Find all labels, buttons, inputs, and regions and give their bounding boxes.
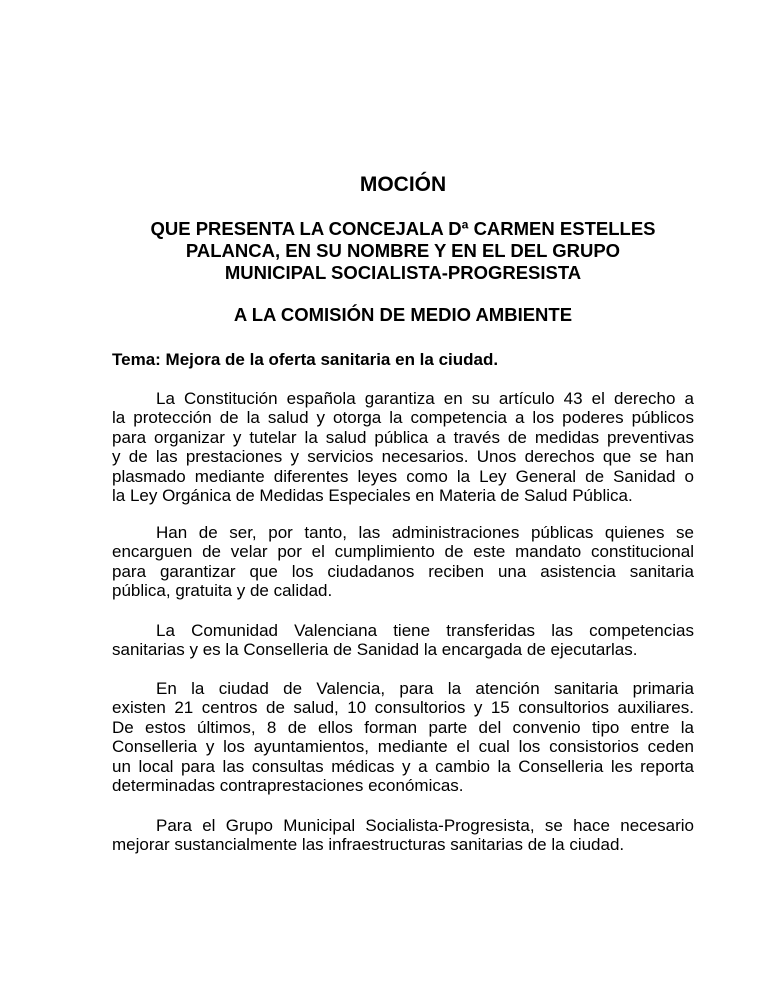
paragraph-line: Para el Grupo Municipal Socialista-Progresista, se hace necesario [156, 816, 694, 835]
paragraph-line: la Ley Orgánica de Medidas Especiales en Materia de Salud Pública. [112, 485, 633, 505]
paragraph-4 [112, 679, 694, 795]
paragraph-line: encarguen de velar por el cumplimiento de este mandato constitucional [112, 542, 694, 562]
paragraph-line: determinadas contraprestaciones económicas. [112, 775, 464, 795]
document-subtitle [112, 218, 694, 284]
paragraph-2 [112, 523, 694, 601]
paragraph-line: para organizar y tutelar la salud pública a través de medidas preventivas [112, 427, 694, 447]
paragraph-line: la protección de la salud y otorga la competencia a los poderes públicos [112, 408, 694, 428]
paragraph-3 [112, 621, 694, 660]
topic-line: Tema: Mejora de la oferta sanitaria en la ciudad. [112, 350, 499, 369]
paragraph-line: Han de ser, por tanto, las administraciones públicas quienes se [156, 523, 694, 542]
paragraph-line: Conselleria y los ayuntamientos, mediante el cual los consistorios ceden [112, 737, 694, 757]
paragraph-1 [112, 389, 694, 505]
paragraph-line: mejorar sustancialmente las infraestructuras sanitarias de la ciudad. [112, 835, 625, 855]
paragraph-line: En la ciudad de Valencia, para la atención sanitaria primaria [156, 679, 694, 698]
subtitle-line: PALANCA, EN SU NOMBRE Y EN EL DEL GRUPO [185, 240, 621, 261]
paragraph-5 [112, 816, 694, 855]
paragraph-line: De estos últimos, 8 de ellos forman parte del convenio tipo entre la [112, 717, 694, 737]
paragraph-line: sanitarias y es la Conselleria de Sanidad la encargada de ejecutarlas. [112, 640, 638, 660]
document-title: MOCIÓN [359, 173, 447, 196]
paragraph-line: existen 21 centros de salud, 10 consultorios y 15 consultorios auxiliares. [112, 698, 694, 718]
paragraph-line: pública, gratuita y de calidad. [112, 581, 333, 601]
paragraph-line: plasmado mediante diferentes leyes como la Ley General de Sanidad o [112, 466, 694, 486]
commission-heading: A LA COMISIÓN DE MEDIO AMBIENTE [233, 304, 573, 325]
paragraph-line: y de las prestaciones y servicios necesarios. Unos derechos que se han [112, 447, 694, 467]
subtitle-line: QUE PRESENTA LA CONCEJALA Dª CARMEN ESTELLES [150, 218, 656, 239]
paragraph-line: La Constitución española garantiza en su artículo 43 el derecho a [156, 389, 694, 408]
paragraph-line: La Comunidad Valenciana tiene transferidas las competencias [156, 621, 694, 640]
paragraph-line: un local para las consultas médicas y a cambio la Conselleria les reporta [112, 756, 694, 776]
subtitle-line: MUNICIPAL SOCIALISTA-PROGRESISTA [224, 262, 582, 283]
paragraph-line: para garantizar que los ciudadanos reciben una asistencia sanitaria [112, 561, 694, 581]
